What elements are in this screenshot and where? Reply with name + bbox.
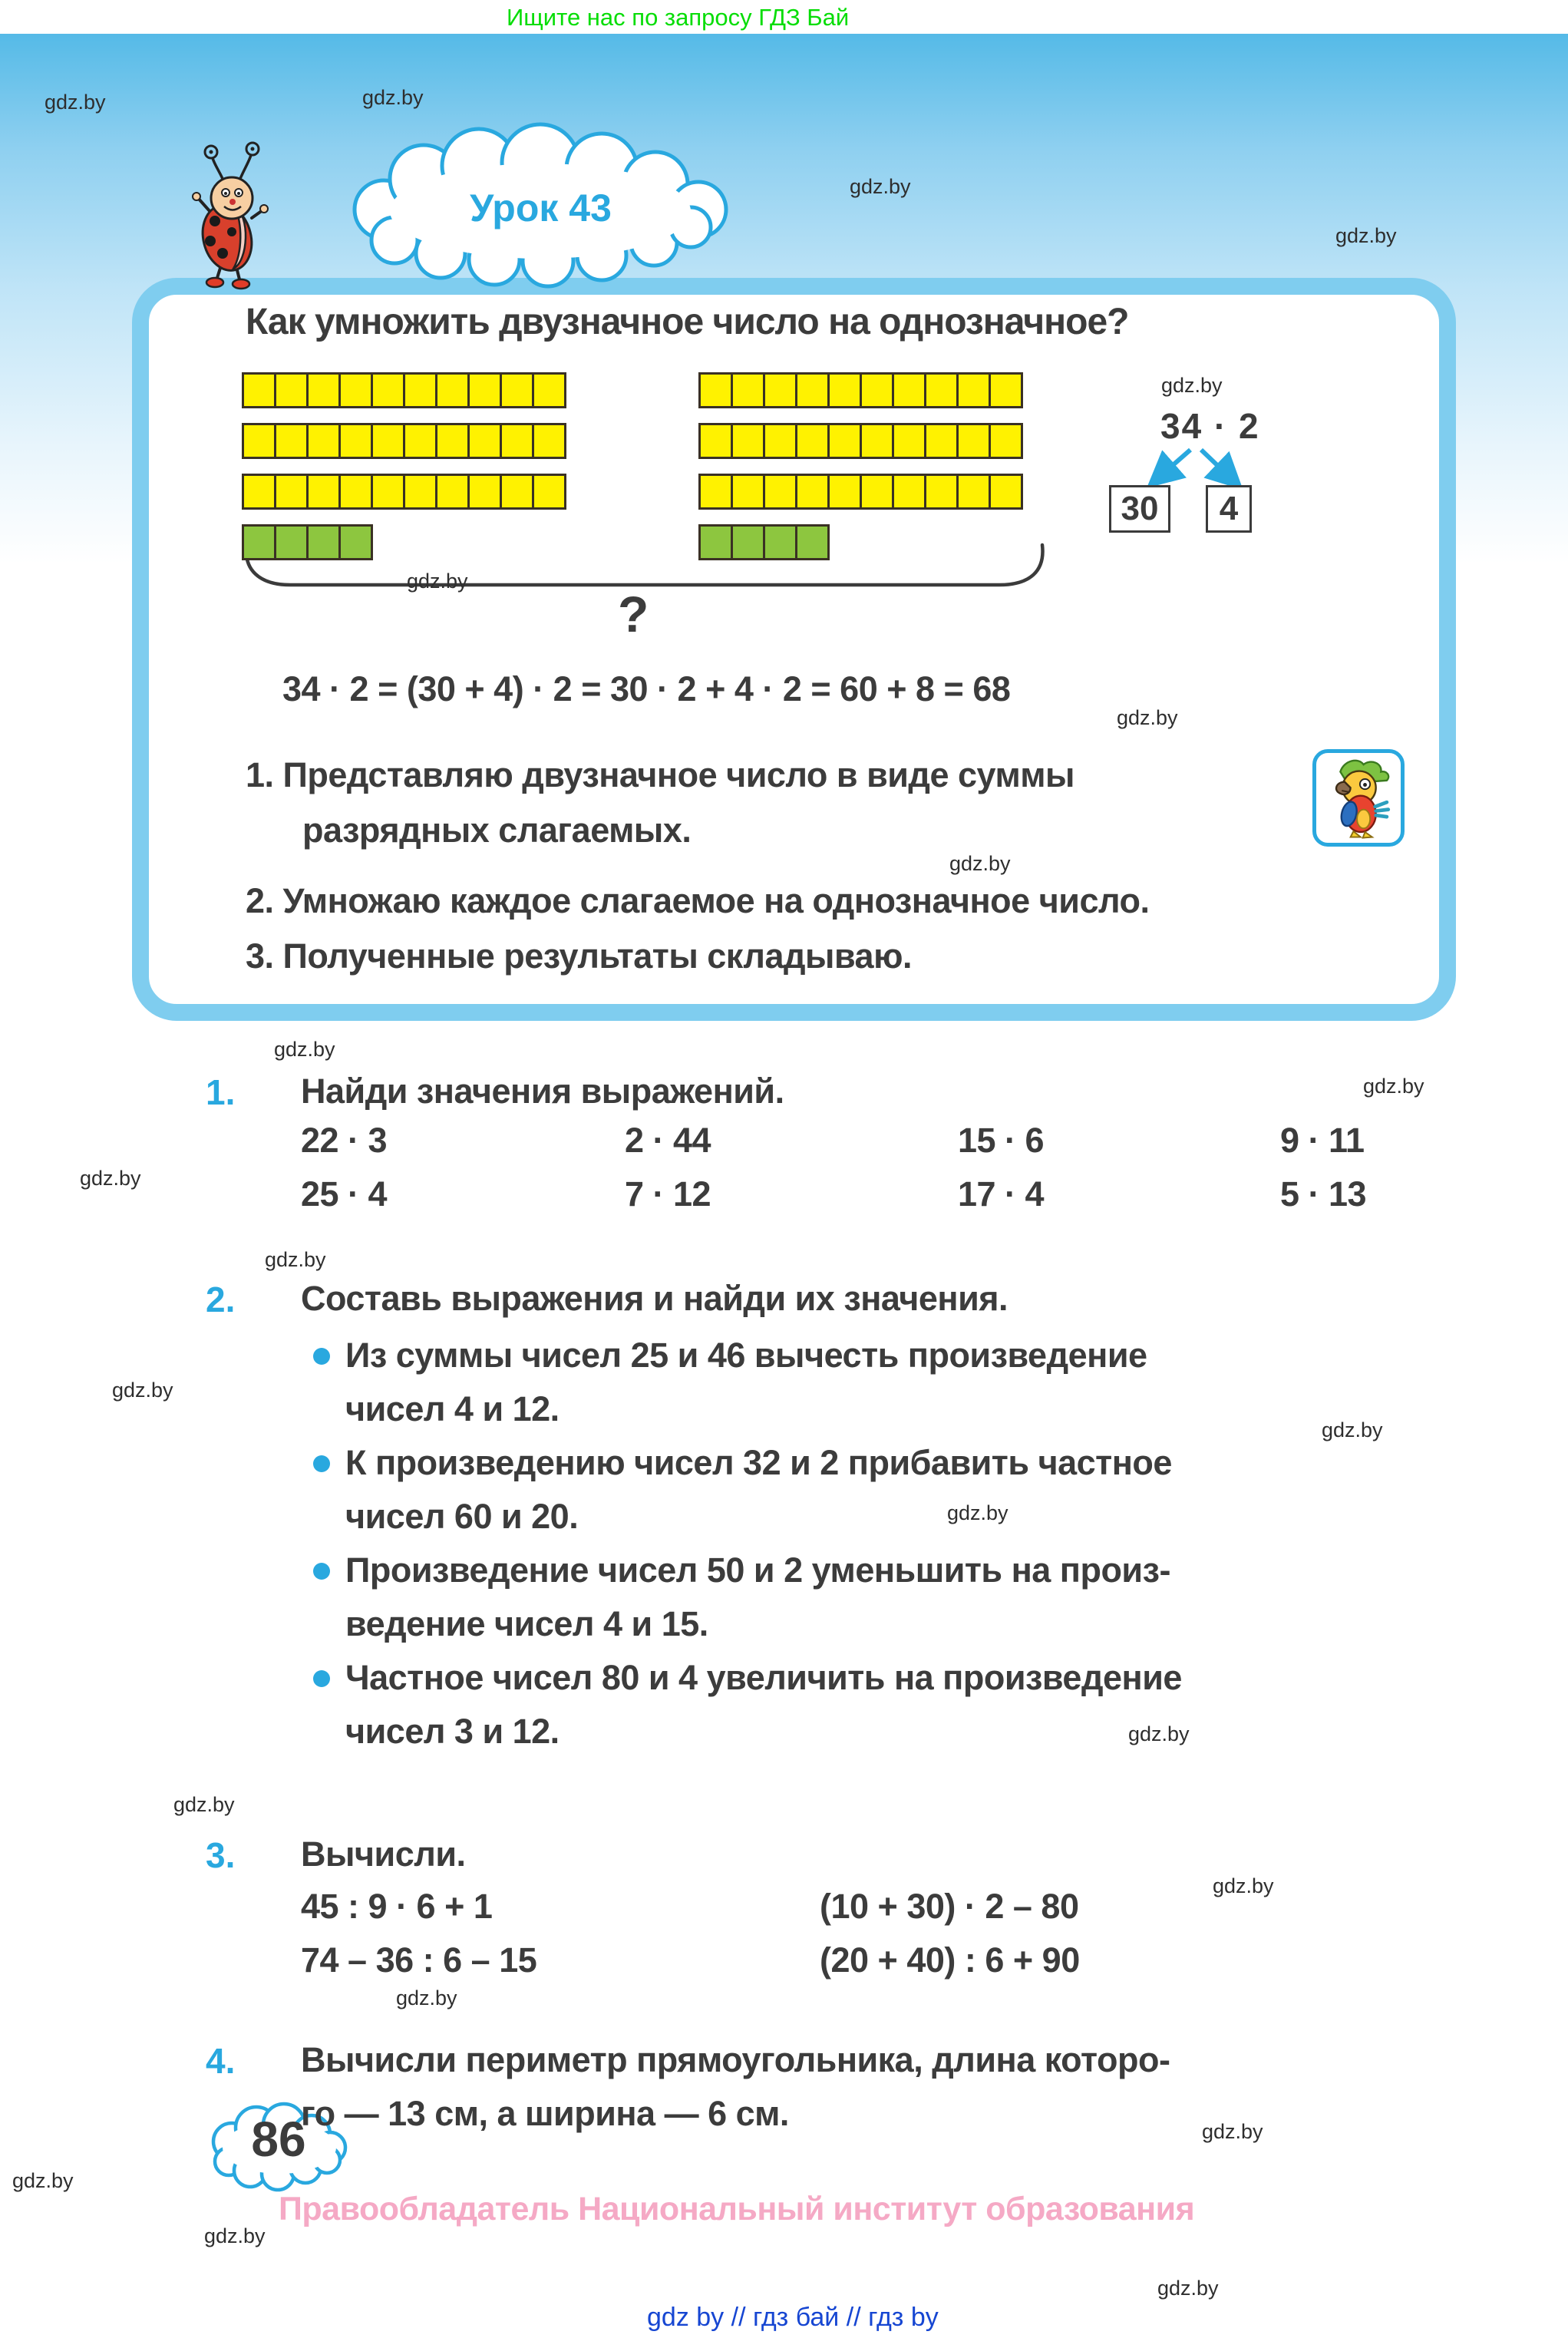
watermark: gdz.by xyxy=(1322,1418,1383,1441)
unit-square-yellow xyxy=(532,372,566,408)
watermark: gdz.by xyxy=(274,1038,335,1061)
watermark: gdz.by xyxy=(1335,224,1397,247)
unit-square-yellow xyxy=(698,423,733,459)
bullet-2-line-1: К произведению чисел 32 и 2 прибавить частное xyxy=(345,1443,1172,1482)
unit-square-yellow xyxy=(371,423,405,459)
watermark: gdz.by xyxy=(1128,1722,1190,1745)
calc-expression-3: 74 – 36 : 6 – 15 xyxy=(301,1940,537,1980)
unit-square-yellow xyxy=(763,423,797,459)
unit-square-yellow xyxy=(242,372,276,408)
expression-6: 7 · 12 xyxy=(625,1174,711,1214)
watermark: gdz.by xyxy=(80,1167,141,1190)
units-box: 4 xyxy=(1206,485,1252,533)
top-white-strip xyxy=(0,0,1568,34)
unit-square-yellow xyxy=(892,423,926,459)
watermark: gdz.by xyxy=(1363,1075,1424,1098)
page-number: 86 xyxy=(251,2112,306,2167)
unit-square-yellow xyxy=(403,372,437,408)
exercise-3-title: Вычисли. xyxy=(301,1834,466,1874)
unit-square-yellow xyxy=(956,372,991,408)
watermark: gdz.by xyxy=(1213,1874,1274,1897)
unit-square-yellow xyxy=(467,372,502,408)
bullet-dot xyxy=(313,1563,330,1580)
exercise-4-line-1: Вычисли периметр прямоугольника, длина которо- xyxy=(301,2040,1170,2079)
watermark: gdz.by xyxy=(12,2169,74,2192)
unit-square-yellow xyxy=(892,372,926,408)
unit-square-yellow xyxy=(338,474,373,510)
watermark: gdz.by xyxy=(1157,2277,1219,2300)
step-3: 3. Полученные результаты складываю. xyxy=(246,936,912,976)
unit-square-green xyxy=(306,524,341,560)
ladybug-illustration xyxy=(189,138,275,289)
watermark: gdz.by xyxy=(1161,374,1223,397)
unit-square-yellow xyxy=(242,423,276,459)
unit-square-row xyxy=(242,423,564,459)
panel-title: Как умножить двузначное число на однозначное? xyxy=(246,302,1129,342)
bullet-3-line-2: ведение чисел 4 и 15. xyxy=(345,1604,708,1643)
unit-square-yellow xyxy=(924,372,959,408)
calc-expression-1: 45 : 9 · 6 + 1 xyxy=(301,1887,493,1926)
unit-square-green xyxy=(698,524,733,560)
unit-square-yellow xyxy=(860,372,894,408)
unit-square-green xyxy=(242,524,276,560)
exercise-1-number: 1. xyxy=(206,1072,236,1112)
bullet-3-line-1: Произведение чисел 50 и 2 уменьшить на произ- xyxy=(345,1550,1170,1590)
copyright-line: Правообладатель Национальный институт образования xyxy=(279,2191,1195,2227)
unit-square-green xyxy=(338,524,373,560)
watermark: gdz.by xyxy=(949,852,1011,875)
unit-square-yellow xyxy=(763,372,797,408)
bullet-4-line-1: Частное чисел 80 и 4 увеличить на произведение xyxy=(345,1658,1182,1697)
bullet-dot xyxy=(313,1670,330,1687)
unit-square-yellow xyxy=(860,474,894,510)
worked-equation: 34 · 2 = (30 + 4) · 2 = 30 · 2 + 4 · 2 = 60 + 8 = 68 xyxy=(282,669,1011,708)
bullet-4-line-2: чисел 3 и 12. xyxy=(345,1712,560,1751)
unit-square-row-green xyxy=(242,524,564,560)
exercise-4-number: 4. xyxy=(206,2041,236,2081)
unit-square-yellow xyxy=(371,372,405,408)
watermark: gdz.by xyxy=(850,175,911,198)
unit-square-yellow xyxy=(467,474,502,510)
unit-square-yellow xyxy=(989,423,1023,459)
unit-square-yellow xyxy=(338,423,373,459)
unit-square-yellow xyxy=(306,423,341,459)
unit-square-yellow xyxy=(500,474,534,510)
unit-square-yellow xyxy=(306,474,341,510)
expression-7: 17 · 4 xyxy=(958,1174,1045,1214)
watermark: gdz.by xyxy=(396,1986,457,2009)
question-mark: ? xyxy=(618,586,649,642)
exercise-1-title: Найди значения выражений. xyxy=(301,1072,784,1111)
unit-square-yellow xyxy=(435,474,470,510)
step-1-line-2: разрядных слагаемых. xyxy=(302,811,692,850)
unit-square-yellow xyxy=(435,372,470,408)
unit-square-row-green xyxy=(698,524,1021,560)
watermark: gdz.by xyxy=(112,1379,173,1402)
unit-square-yellow xyxy=(532,474,566,510)
expression-2: 2 · 44 xyxy=(625,1121,711,1160)
parrot-icon xyxy=(1319,755,1398,841)
unit-square-yellow xyxy=(467,423,502,459)
watermark: gdz.by xyxy=(1202,2120,1263,2143)
expression-5: 25 · 4 xyxy=(301,1174,388,1214)
unit-square-green xyxy=(763,524,797,560)
unit-square-yellow xyxy=(403,474,437,510)
unit-square-yellow xyxy=(274,372,309,408)
expression-8: 5 · 13 xyxy=(1280,1174,1367,1214)
unit-square-yellow xyxy=(827,474,862,510)
tens-box: 30 xyxy=(1109,485,1170,533)
watermark: gdz.by xyxy=(362,86,424,109)
unit-square-yellow xyxy=(860,423,894,459)
expression-1: 22 · 3 xyxy=(301,1121,388,1160)
expression-4: 9 · 11 xyxy=(1280,1121,1365,1160)
unit-square-yellow xyxy=(532,423,566,459)
unit-square-yellow xyxy=(827,372,862,408)
unit-square-row xyxy=(698,474,1021,510)
bullet-1-line-1: Из суммы чисел 25 и 46 вычесть произведение xyxy=(345,1336,1147,1375)
footer-links[interactable]: gdz by // гдз бай // гдз by xyxy=(647,2303,939,2332)
unit-square-yellow xyxy=(827,423,862,459)
bullet-dot xyxy=(313,1455,330,1472)
unit-square-yellow xyxy=(731,372,765,408)
unit-square-yellow xyxy=(500,372,534,408)
watermark: gdz.by xyxy=(265,1248,326,1271)
unit-square-yellow xyxy=(698,372,733,408)
unit-squares-group-1 xyxy=(242,372,564,575)
unit-square-yellow xyxy=(403,423,437,459)
calc-expression-2: (10 + 30) · 2 – 80 xyxy=(820,1887,1079,1926)
exercise-3-number: 3. xyxy=(206,1835,236,1875)
unit-square-yellow xyxy=(924,474,959,510)
unit-square-yellow xyxy=(306,372,341,408)
expression-3: 15 · 6 xyxy=(958,1121,1045,1160)
unit-square-row xyxy=(242,474,564,510)
watermark: gdz.by xyxy=(947,1501,1008,1524)
decompose-expression: 34 · 2 xyxy=(1160,406,1260,446)
watermark: gdz.by xyxy=(45,91,106,114)
bullet-1-line-2: чисел 4 и 12. xyxy=(345,1389,560,1428)
lesson-cloud-label: Урок 43 xyxy=(470,187,612,230)
unit-square-yellow xyxy=(242,474,276,510)
unit-square-yellow xyxy=(795,474,830,510)
bullet-2-line-2: чисел 60 и 20. xyxy=(345,1497,579,1536)
unit-square-yellow xyxy=(989,372,1023,408)
unit-square-yellow xyxy=(500,423,534,459)
unit-square-yellow xyxy=(763,474,797,510)
calc-expression-4: (20 + 40) : 6 + 90 xyxy=(820,1940,1080,1980)
unit-square-green xyxy=(274,524,309,560)
unit-square-yellow xyxy=(989,474,1023,510)
exercise-2-number: 2. xyxy=(206,1280,236,1319)
unit-squares-group-2 xyxy=(698,372,1021,575)
unit-square-yellow xyxy=(731,423,765,459)
unit-square-yellow xyxy=(892,474,926,510)
unit-square-yellow xyxy=(338,372,373,408)
decompose-arrows xyxy=(1108,448,1292,490)
unit-square-yellow xyxy=(795,423,830,459)
unit-square-row xyxy=(242,372,564,408)
unit-square-green xyxy=(795,524,830,560)
unit-square-yellow xyxy=(956,474,991,510)
watermark: gdz.by xyxy=(1117,706,1178,729)
unit-square-yellow xyxy=(274,474,309,510)
unit-square-row xyxy=(698,372,1021,408)
step-1-line-1: 1. Представляю двузначное число в виде суммы xyxy=(246,755,1074,794)
unit-square-row xyxy=(698,423,1021,459)
bullet-dot xyxy=(313,1348,330,1365)
unit-square-yellow xyxy=(731,474,765,510)
unit-square-yellow xyxy=(924,423,959,459)
parrot-badge xyxy=(1312,749,1405,847)
unit-square-yellow xyxy=(435,423,470,459)
unit-square-yellow xyxy=(698,474,733,510)
top-notice-text: Ищите нас по запросу ГДЗ Бай xyxy=(507,4,850,31)
unit-square-yellow xyxy=(795,372,830,408)
unit-square-yellow xyxy=(274,423,309,459)
unit-square-yellow xyxy=(956,423,991,459)
step-2: 2. Умножаю каждое слагаемое на однозначное число. xyxy=(246,881,1150,920)
unit-square-yellow xyxy=(371,474,405,510)
unit-square-green xyxy=(731,524,765,560)
watermark: gdz.by xyxy=(407,570,468,593)
watermark: gdz.by xyxy=(204,2224,266,2247)
watermark: gdz.by xyxy=(173,1793,235,1816)
exercise-2-title: Составь выражения и найди их значения. xyxy=(301,1279,1008,1318)
exercise-4-line-2: го — 13 см, а ширина — 6 см. xyxy=(301,2094,789,2133)
